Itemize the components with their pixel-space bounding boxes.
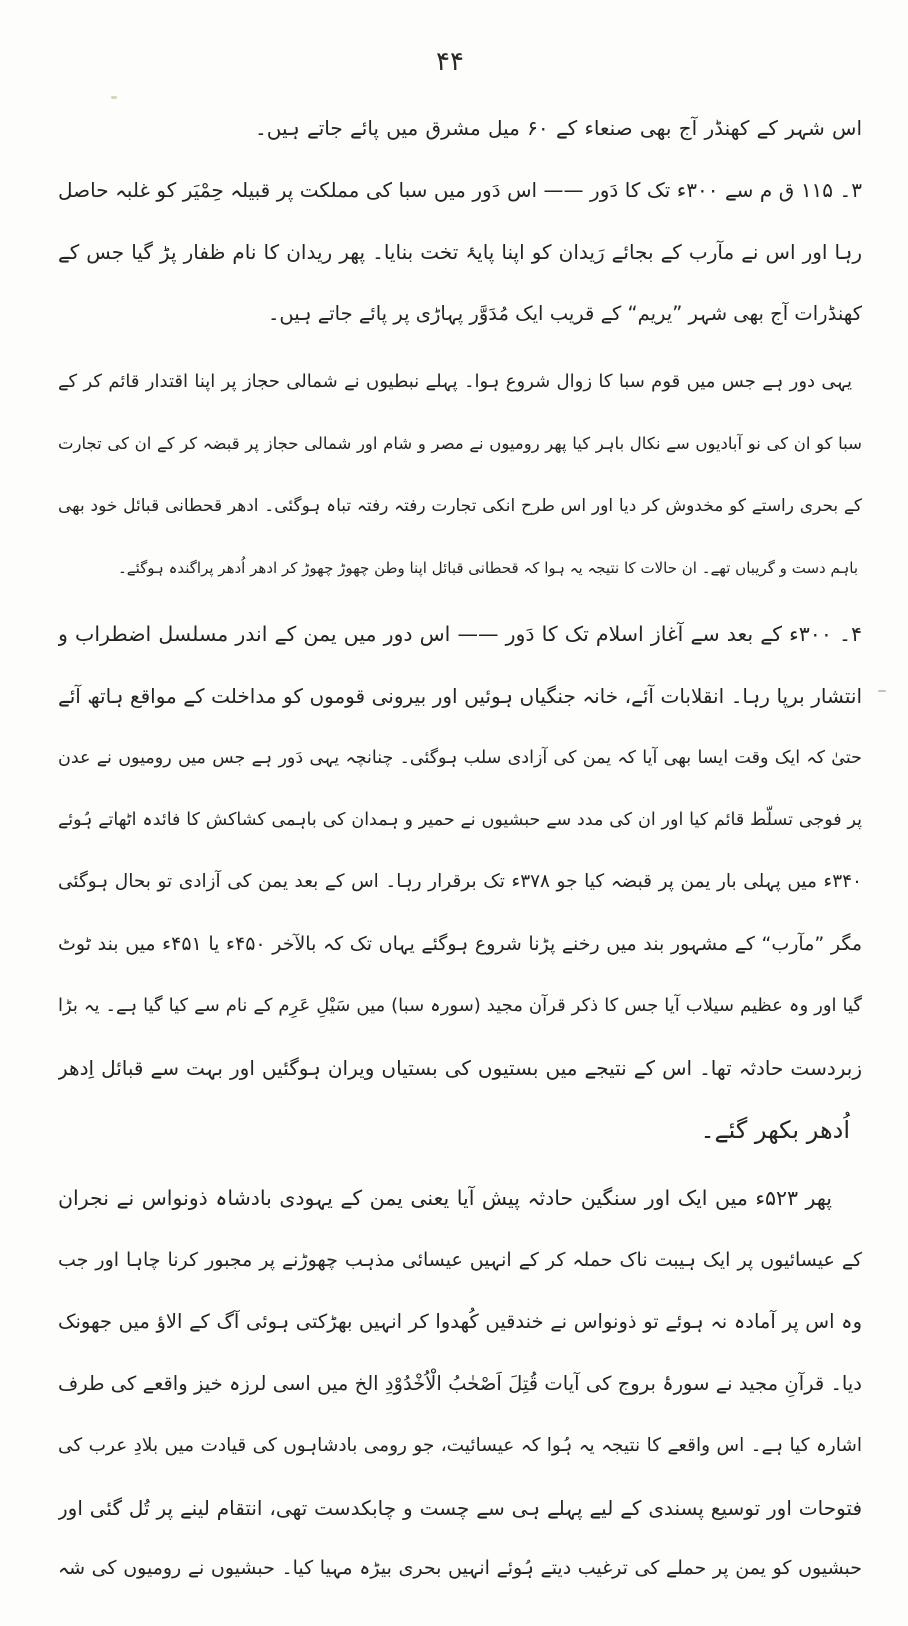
text-line: دیا۔ قرآنِ مجید نے سورۂ بروج کی آیات قُتِلَ اَصْحٰبُ الْاُخْدُوْدِ الخ میں اسی لرزہ خیز واقعے کی طرف [58,1372,862,1395]
text-line: اُدھر بکھر گئے۔ [700,1116,850,1144]
text-line: باہم دست و گریباں تھے۔ ان حالات کا نتیجہ یہ ہوا کہ قحطانی قبائل اپنا وطن چھوڑ چھوڑ کر ادھر اُدھر پراگندہ ہوگئے۔ [118,559,858,577]
text-line: کھنڈرات آج بھی شہر ”یریم“ کے قریب ایک مُدَوَّر پہاڑی پر پائے جاتے ہیں۔ [268,302,862,325]
text-line: اس شہر کے کھنڈر آج بھی صنعاء کے ۶۰ میل مشرق میں پائے جاتے ہیں۔ [255,116,862,140]
text-line: حتیٰ کہ ایک وقت ایسا بھی آیا کہ یمن کی آزادی سلب ہوگئی۔ چنانچہ یہی دَور ہے جس میں رومیوں نے عدن [58,748,862,768]
scan-speck [878,690,886,692]
text-line: حبشیوں کو یمن پر حملے کی ترغیب دیتے ہُوئے انہیں بحری بیڑہ مہیا کیا۔ حبشیوں نے رومیوں کی شہ [58,1557,862,1579]
text-line: فتوحات اور توسیع پسندی کے لیے پہلے ہی سے چست و چابکدست تھی، انتقام لینے پر تُل گئی اور [58,1496,862,1520]
text-line: زبردست حادثہ تھا۔ اس کے نتیجے میں بستیوں کی بستیاں ویران ہوگئیں اور بہت سے قبائل اِدھر [58,1056,862,1080]
scan-speck [111,96,117,99]
page-number: ۴۴ [436,47,464,77]
text-line: پھر ۵۲۳ء میں ایک اور سنگین حادثہ پیش آیا یعنی یمن کے یہودی بادشاہ ذونواس نے نجران [58,1186,832,1210]
text-line: ۳۔ ۱۱۵ ق م سے ۳۰۰ء تک کا دَور —— اس دَور میں سبا کی مملکت پر قبیلہ حِمْیَر کو غلبہ حاصل [58,178,862,202]
text-line: انتشار برپا رہا۔ انقلابات آئے، خانہ جنگیاں ہوئیں اور بیرونی قوموں کو مداخلت کے مواقع ہاتھ آئے [58,684,862,708]
text-line: وہ اس پر آمادہ نہ ہوئے تو ذونواس نے خندقیں کُھدوا کر انہیں بھڑکتی ہوئی آگ کے الاؤ میں جھونک [58,1310,862,1333]
text-line: پر فوجی تسلّط قائم کیا اور ان کی مدد سے حبشیوں نے حمیر و ہمدان کی باہمی کشاکش کا فائدہ اٹھاتے ہُوئے [58,810,862,830]
text-line: ۴۔ ۳۰۰ء کے بعد سے آغاز اسلام تک کا دَور —— اس دور میں یمن کے اندر مسلسل اضطراب و [58,622,862,646]
text-line: رہا اور اس نے مآرب کے بجائے رَیدان کو اپنا پایۂ تخت بنایا۔ پھر ریدان کا نام ظفار پڑ گیا جس کے [58,240,862,264]
text-line: کے بحری راستے کو مخدوش کر دیا اور اس طرح انکی تجارت رفتہ رفتہ تباہ ہوگئی۔ ادھر قحطانی قبائل خود بھی [58,496,862,516]
text-line: یہی دور ہے جس میں قوم سبا کا زوال شروع ہوا۔ پہلے نبطیوں نے شمالی حجاز پر اپنا اقتدار قائم کر کے [58,371,852,392]
text-line: ۳۴۰ء میں پہلی بار یمن پر قبضہ کیا جو ۳۷۸ء تک برقرار رہا۔ اس کے بعد یمن کی آزادی تو بحال ہوگئی [58,871,862,892]
text-line: اشارہ کیا ہے۔ اس واقعے کا نتیجہ یہ ہُوا کہ عیسائیت، جو رومی بادشاہوں کی قیادت میں بلادِ عرب کی [58,1435,862,1456]
text-line: مگر ”مآرب“ کے مشہور بند میں رخنے پڑنا شروع ہوگئے یہاں تک کہ بالآخر ۴۵۰ء یا ۴۵۱ء میں بند ٹوٹ [58,933,862,955]
text-line: کے عیسائیوں پر ایک ہیبت ناک حملہ کر کے انہیں عیسائی مذہب چھوڑنے پر مجبور کرنا چاہا اور جب [58,1249,862,1271]
text-line: سبا کو ان کی نو آبادیوں سے نکال باہر کیا پھر رومیوں نے مصر و شام اور شمالی حجاز پر قبضہ کر کے ان کی تجارت [58,434,862,453]
text-line: گیا اور وہ عظیم سیلاب آیا جس کا ذکر قرآن مجید (سورہ سبا) میں سَیْلِ عَرِم کے نام سے کیا گیا ہے۔ یہ بڑا [58,995,862,1016]
